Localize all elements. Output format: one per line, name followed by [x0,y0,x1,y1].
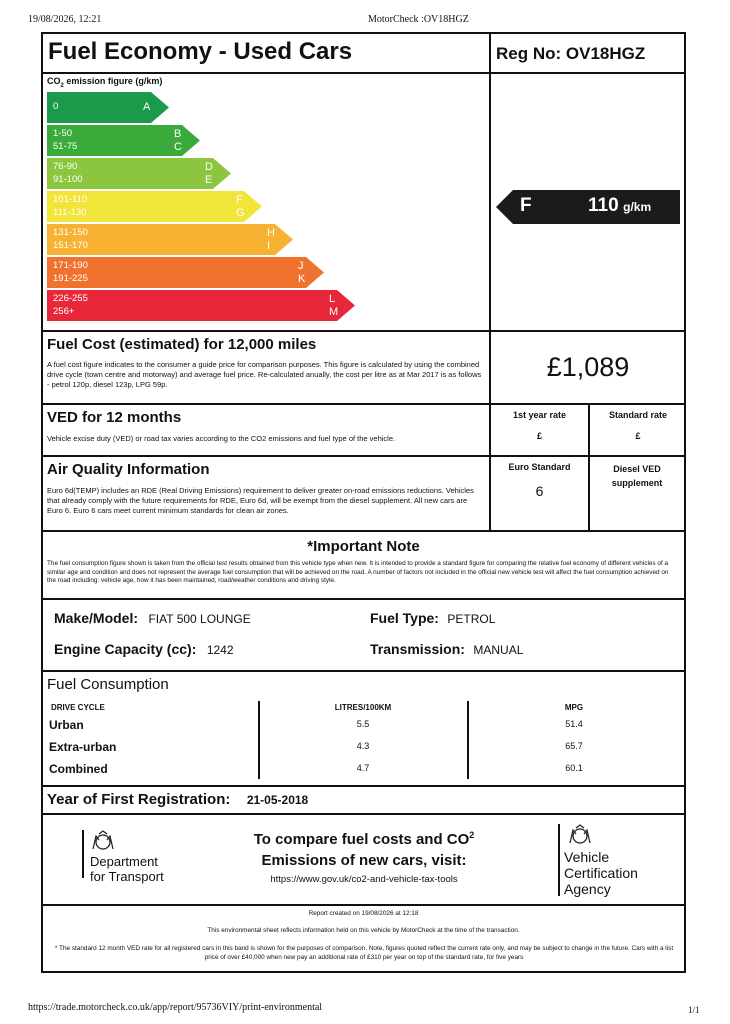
row-mpg-extra-urban: 65.7 [565,741,583,751]
euro-standard-value: 6 [535,483,544,499]
divider [41,72,686,74]
dft-logo [82,830,192,888]
first-registration [47,791,308,809]
euro-standard-label: Euro Standard [508,462,571,472]
co2-band-letter: C [174,141,182,153]
col-header-cycle: DRIVE CYCLE [51,703,105,712]
co2-band [47,257,326,288]
page-title: Fuel Economy - Used Cars [48,38,353,65]
transmission-value: MANUAL [473,643,524,657]
reg-number: Reg No: OV18HGZ [496,44,646,63]
divider [41,455,686,457]
rating-unit: g/km [623,200,652,214]
co2-band [47,158,233,189]
co2-band [47,125,202,156]
compare-line1 [200,830,528,848]
compare-line1-text: To compare fuel costs and CO [253,831,470,848]
rating-band: F [520,195,532,216]
report-reflects: This environmental sheet reflects information held on this vehicle by MotorCheck at the time of the transaction. [207,927,520,934]
co2-band-letter: B [174,128,182,140]
first-year-label: 1st year rate [512,410,567,420]
transmission-label: Transmission: [370,641,465,657]
vca-logo [556,822,666,898]
co2-band-letter: F [236,194,243,206]
vca-logo-rule [558,824,560,896]
divider [41,330,686,332]
standard-rate-label: Standard rate [608,410,668,420]
ved-disclaimer: * The standard 12 month VED rate for all registered cars in this band is shown for the purposes of comparison. Note, figures quoted reflect the current rate only, and may be subject to change in the future. Cars with a list price of over £40,000 when new pay an additional rate of £310 per year on top of the standard rate, for five years [54,945,674,961]
co2-band-range: 131-150 [53,227,88,238]
row-mpg-combined: 60.1 [565,763,583,773]
co2-band-letter: I [267,240,271,252]
co2-band [47,92,171,123]
co2-band-arrow [47,290,357,321]
air-quality-desc: Euro 6d(TEMP) includes an RDE (Real Driving Emissions) requirement to deliver greater on-road emissions reductions. Vehicles that already comply with the future requirements for RDE, Euro 6d, will be exempt from the diesel supplement. All new cars are Euro 6. Euro 6 cars meet current minimum standards for clean air zones. [47,486,474,515]
co2-band-range: 76-90 [53,161,78,172]
co2-band-range: 91-100 [53,174,83,185]
divider [41,530,686,532]
consumption-divider [258,701,260,779]
engine-label: Engine Capacity (cc): [54,641,197,657]
make-value: FIAT 500 LOUNGE [148,612,251,626]
co2-band-range: 0 [53,101,59,112]
row-cycle-extra-urban: Extra-urban [49,740,117,754]
consumption-divider [467,701,469,779]
co2-band-letter: M [329,306,339,318]
co2-band-arrow [47,257,326,288]
co2-band-letter: E [205,174,213,186]
co2-label-suffix: emission figure (g/km) [63,76,163,86]
make-label: Make/Model: [54,610,139,626]
co2-band-letter: A [143,101,151,113]
fuel-cost-title: Fuel Cost (estimated) for 12,000 miles [47,336,317,353]
co2-band-letter: G [236,207,245,219]
standard-rate-value: £ [635,431,641,441]
divider [41,598,686,600]
important-note-text: The fuel consumption figure shown is taken from the official test results obtained from this vehicle type when new. It is intended to provide a standard figure for comparing the relative fuel economy of different vehicles of a similar age and condition and does not represent the average fuel consumption that will be achieved on the road. A number of factors not included in the official new vehicle test will affect the fuel consumption achieved on the road including: vehicle age, how it has been maintained, road/weather conditions and driving style. [47,560,669,584]
dft-line1: Department [90,854,158,869]
report-created: Report created on 19/08/2026 at 12:18 [308,910,419,917]
row-mpg-urban: 51.4 [565,719,583,729]
row-cycle-combined: Combined [49,762,108,776]
engine-capacity [54,641,234,659]
vca-line1: Vehicle [564,849,610,865]
fuel-type-value: PETROL [447,612,496,626]
vca-line3: Agency [564,881,611,897]
diesel-supplement-label: Diesel VED supplement [611,464,663,488]
co2-band-range: 191-225 [53,273,88,284]
co2-band-range: 226-255 [53,293,88,304]
co2-band-arrow [47,92,171,123]
print-url: https://trade.motorcheck.co.uk/app/report/95736VIY/print-environmental [28,1002,323,1013]
co2-band-range: 171-190 [53,260,88,271]
rating-value [588,195,651,217]
divider [41,904,686,906]
royal-crest-icon [566,824,594,846]
compare-line2: Emissions of new cars, visit: [261,852,467,869]
co2-band-range: 101-110 [53,194,88,205]
co2-band-range: 51-75 [53,141,78,152]
ved-divider [588,403,590,532]
print-datetime: 19/08/2026, 12:21 [28,14,102,25]
make-model [54,610,251,628]
co2-band-range: 1-50 [53,128,73,139]
page-number: 1/1 [688,1005,700,1015]
air-quality-title: Air Quality Information [47,461,210,478]
engine-value: 1242 [206,643,234,657]
transmission [370,641,523,659]
compare-line1-sup: 2 [469,830,475,840]
co2-label [47,76,162,89]
print-doc-title: MotorCheck :OV18HGZ [368,14,469,25]
fuel-type [370,610,495,628]
co2-band-letter: K [298,273,306,285]
co2-band-letter: L [329,293,336,305]
row-litres-combined: 4.7 [356,763,370,773]
royal-crest-icon [90,830,116,852]
registration-value: 21-05-2018 [246,793,309,807]
co2-band-range: 151-170 [53,240,88,251]
fuel-cost-value: £1,089 [546,352,630,382]
rating-number: 110 [588,195,619,216]
compare-url[interactable]: https://www.gov.uk/co2-and-vehicle-tax-tools [270,874,458,885]
divider [41,670,686,672]
important-note-title: *Important Note [307,538,420,555]
dft-logo-rule [82,830,84,878]
co2-band-letter: H [267,227,275,239]
co2-band-range: 256+ [53,306,75,317]
co2-rating-arrow [496,190,680,224]
col-header-mpg: MPG [564,703,584,712]
fuel-consumption-title: Fuel Consumption [47,676,169,693]
co2-label-sub: 2 [60,82,64,89]
ved-desc: Vehicle excise duty (VED) or road tax varies according to the CO2 emissions and fuel type of the vehicle. [47,434,396,443]
dft-line2: for Transport [90,869,164,884]
co2-band [47,290,357,321]
right-column-divider [489,32,491,532]
registration-label: Year of First Registration: [47,791,231,808]
divider [41,785,686,787]
fuel-cost-desc: A fuel cost figure indicates to the consumer a guide price for comparison purposes. This figure is calculated by using the combined drive cycle (town centre and motorway) and average fuel price. Re-calculated anually, the cost per litre as at Mar 2017 is as follows - petrol 120p, diesel 123p, LPG 59p. [47,360,482,389]
co2-band [47,224,295,255]
vca-line2: Certification [564,865,638,881]
ved-title: VED for 12 months [47,409,182,426]
col-header-litres: LITRES/100KM [334,703,392,712]
co2-label-prefix: CO [47,76,61,86]
first-year-value: £ [536,431,542,441]
co2-band-letter: J [298,260,304,272]
co2-band [47,191,264,222]
fuel-type-label: Fuel Type: [370,610,439,626]
divider [41,813,686,815]
co2-band-letter: D [205,161,213,173]
row-cycle-urban: Urban [49,718,84,732]
row-litres-extra-urban: 4.3 [356,741,370,751]
row-litres-urban: 5.5 [356,719,370,729]
co2-band-range: 111-130 [53,207,87,218]
